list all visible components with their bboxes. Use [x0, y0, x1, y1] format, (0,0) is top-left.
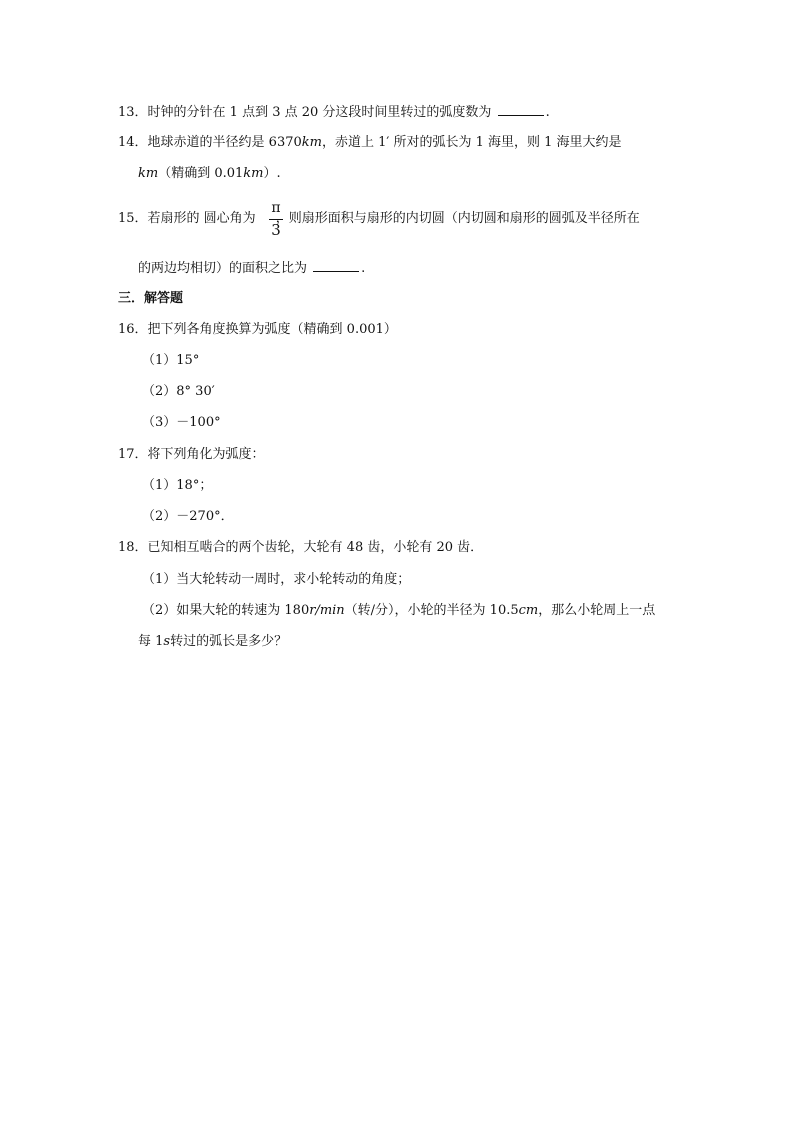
question-16: 16．把下列各角度换算为弧度（精确到 0.001） [118, 322, 397, 337]
question-16-item: （3）－100° [142, 415, 221, 430]
question-17-item: （2）－270°． [142, 509, 234, 524]
question-18-item-continued: 每 1s转过的弧长是多少？ [138, 634, 288, 649]
question-number: 14． [118, 135, 148, 150]
question-text: 时钟的分针在 1 点到 3 点 20 分这段时间里转过的弧度数为 [147, 105, 492, 120]
question-15-continued: 的两边均相切）的面积之比为 . [138, 261, 366, 276]
question-17: 17．将下列角化为弧度： [118, 447, 265, 462]
answer-blank[interactable] [498, 103, 544, 116]
fraction-pi-over-3: π 3 [268, 200, 284, 242]
answer-blank[interactable] [313, 259, 359, 272]
question-number: 16． [118, 322, 148, 337]
question-number: 13． [118, 105, 148, 120]
question-17-item: （1）18°； [142, 478, 213, 493]
question-16-item: （2）8° 30′ [142, 384, 215, 399]
section-heading: 三．解答题 [118, 291, 184, 306]
question-14-continued: km（精确到 0.01km）. [138, 166, 281, 181]
question-15: 15．若扇形的 圆心角为 ，则扇形面积与扇形的内切圆（内切圆和扇形的圆弧及半径所在 [118, 211, 640, 226]
question-18: 18．已知相互啮合的两个齿轮，大轮有 48 齿，小轮有 20 齿． [118, 540, 484, 555]
question-number: 18． [118, 540, 148, 555]
question-16-item: （1）15° [142, 353, 200, 368]
question-18-item: （2）如果大轮的转速为 180r/min（转/分），小轮的半径为 10.5cm，那么小轮周上一点 [142, 603, 656, 618]
question-number: 15． [118, 211, 148, 226]
question-18-item: （1）当大轮转动一周时，求小轮转动的角度； [142, 572, 411, 587]
question-14: 14．地球赤道的半径约是 6370km，赤道上 1′ 所对的弧长为 1 海里，则 1 海里大约是 [118, 135, 622, 150]
question-13: 13．时钟的分针在 1 点到 3 点 20 分这段时间里转过的弧度数为 . [118, 105, 550, 120]
question-number: 17． [118, 447, 148, 462]
